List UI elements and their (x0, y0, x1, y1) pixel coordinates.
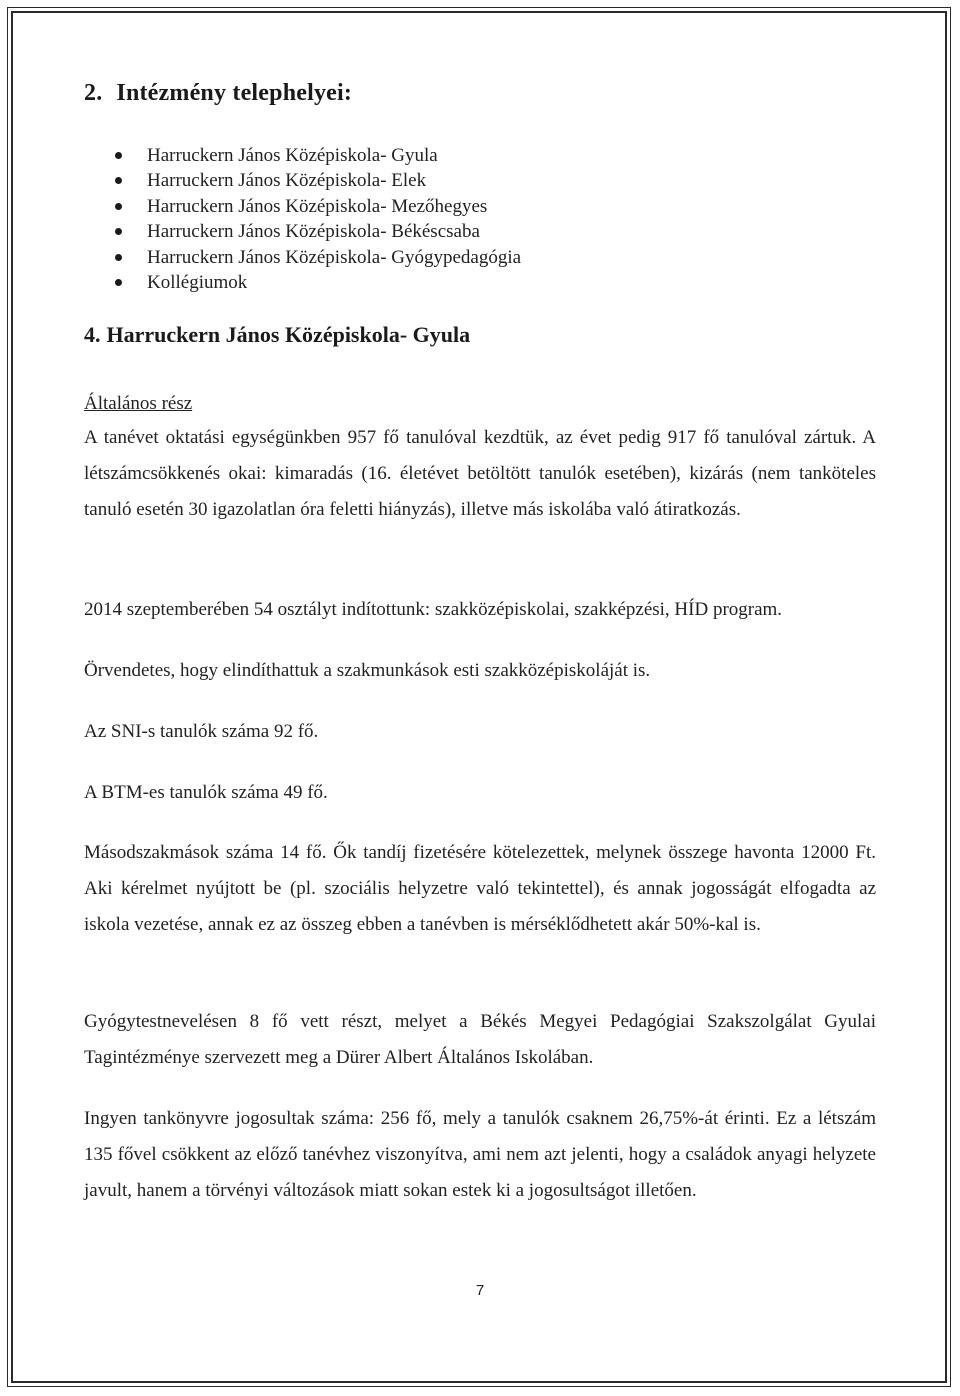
list-item: Harruckern János Középiskola- Elek (84, 168, 521, 193)
page-number: 7 (475, 1282, 485, 1299)
bullet-icon (115, 177, 122, 184)
list-item: Harruckern János Középiskola- Békéscsaba (84, 219, 521, 244)
section-number: 2. (84, 80, 103, 106)
subsection-title: Harruckern János Középiskola- Gyula (106, 322, 471, 347)
paragraph-remedial-pe: Gyógytestnevelésen 8 fő vett részt, melyet a Békés Megyei Pedagógiai Szakszolgálat Gyulai Tagintézménye szervezett meg a Dürer Albert Általános Iskolában. (84, 1011, 876, 1068)
paragraph-sni: Az SNI-s tanulók száma 92 fő. (84, 721, 319, 742)
list-item: Kollégiumok (84, 270, 521, 295)
bullet-icon (115, 228, 122, 235)
site-list (84, 143, 521, 295)
bullet-icon (115, 279, 122, 286)
section-heading (84, 80, 352, 107)
paragraph-second-profession: Másodszakmások száma 14 fő. Ők tandíj fizetésére kötelezettek, melynek összege havonta 12000 Ft. Aki kérelmet nyújtott be (pl. szociális helyzetre való tekintettel), és annak jogosságát elfogadta az iskola vezetése, annak ez az összeg ebben a tanévben is mérséklődhetett akár 50%-kal is. (84, 842, 876, 935)
paragraph-free-textbooks: Ingyen tankönyvre jogosultak száma: 256 fő, mely a tanulók csaknem 26,75%-át érinti. Ez a létszám 135 fővel csökkent az előző tanévhez viszonyítva, ami nem azt jelenti, hogy a családok anyagi helyzete javult, hanem a törvényi változások miatt sokan estek ki a jogosultságot illetően. (84, 1108, 876, 1201)
section-title: Intézmény telephelyei: (116, 80, 353, 106)
general-part-heading: Általános rész (84, 393, 193, 414)
paragraph-enrollment: A tanévet oktatási egységünkben 957 fő tanulóval kezdtük, az évet pedig 917 fő tanulóval zártuk. A létszámcsökkenés okai: kimaradás (16. életévet betöltött tanulók esetében), kizárás (nem tanköteles tanuló esetén 30 igazolatlan óra feletti hiányzás), illetve más iskolába való átiratkozás. (84, 427, 876, 520)
paragraph-evening-school: Örvendetes, hogy elindíthattuk a szakmunkások esti szakközépiskoláját is. (84, 660, 651, 681)
list-item: Harruckern János Középiskola- Mezőhegyes (84, 194, 521, 219)
bullet-icon (115, 203, 122, 210)
subsection-number: 4. (84, 322, 101, 347)
list-item: Harruckern János Középiskola- Gyógypedagógia (84, 245, 521, 270)
bullet-icon (115, 254, 122, 261)
subsection-heading (84, 322, 470, 348)
paragraph-classes: 2014 szeptemberében 54 osztályt indítottunk: szakközépiskolai, szakképzési, HÍD program. (84, 599, 783, 620)
list-item: Harruckern János Középiskola- Gyula (84, 143, 521, 168)
bullet-icon (115, 152, 122, 159)
paragraph-btm: A BTM-es tanulók száma 49 fő. (84, 782, 328, 803)
